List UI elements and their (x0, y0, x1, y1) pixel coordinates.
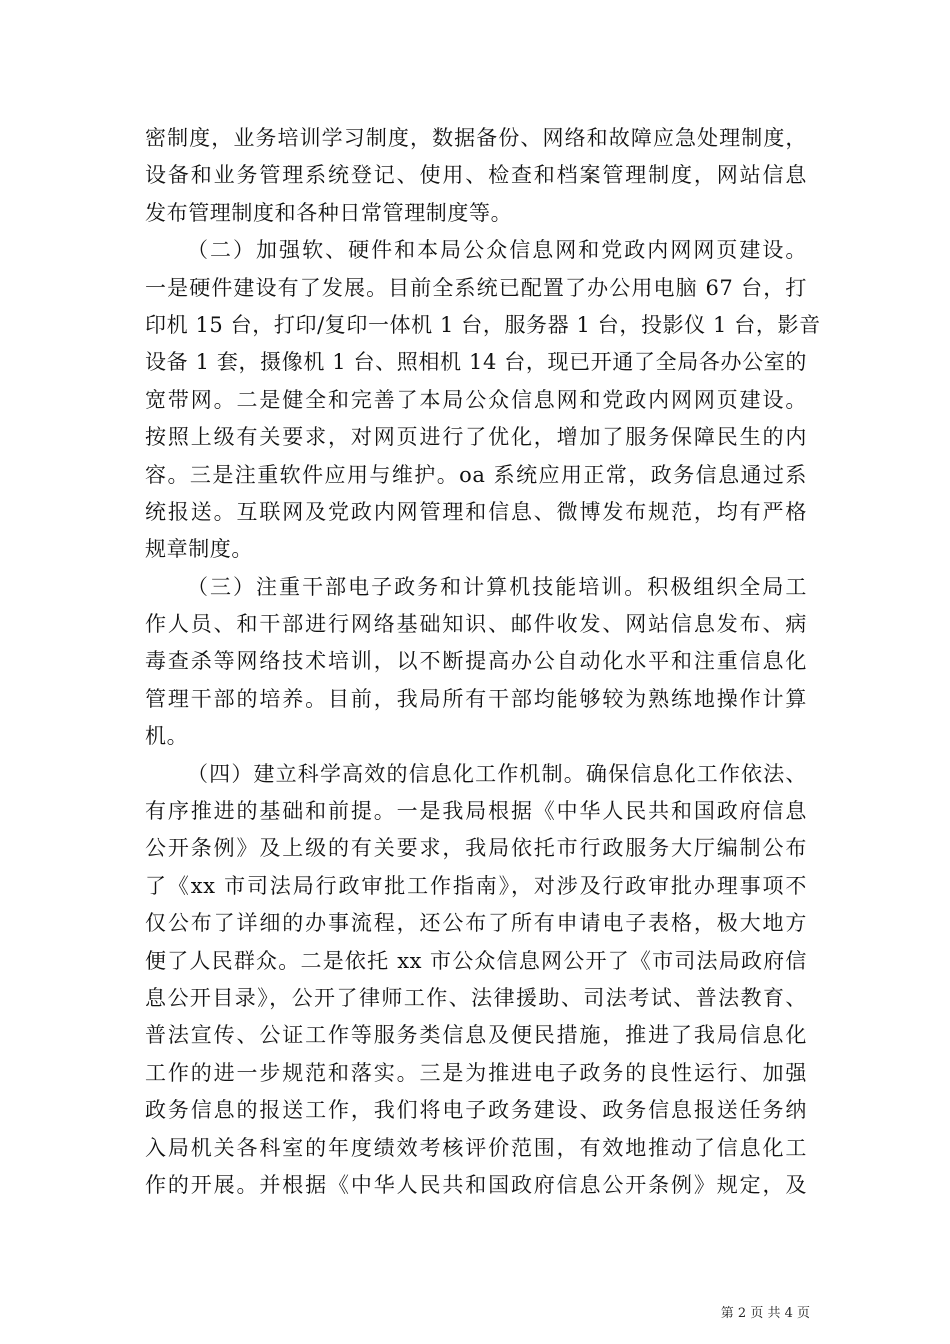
text-line: 设备 1 套，摄像机 1 台、照相机 14 台，现已开通了全局各办公室的 (145, 350, 807, 375)
text-line: 入局机关各科室的年度绩效考核评价范围，有效地推动了信息化工 (145, 1135, 807, 1160)
text-line: 作人员、和干部进行网络基础知识、邮件收发、网站信息发布、病 (145, 612, 807, 637)
text-line: 管理干部的培养。目前，我局所有干部均能够较为熟练地操作计算 (145, 686, 807, 711)
text-line: 容。三是注重软件应用与维护。oa 系统应用正常，政务信息通过系 (145, 462, 807, 487)
text-line: 息公开目录》，公开了律师工作、法律援助、司法考试、普法教育、 (145, 985, 807, 1010)
text-line: （三）注重干部电子政务和计算机技能培训。积极组织全局工 (187, 574, 807, 599)
text-line: 了《xx 市司法局行政审批工作指南》，对涉及行政审批办理事项不 (145, 873, 807, 898)
text-line: （四）建立科学高效的信息化工作机制。确保信息化工作依法、 (187, 761, 807, 786)
text-line: 作的开展。并根据《中华人民共和国政府信息公开条例》规定，及 (145, 1172, 807, 1197)
text-line: 宽带网。二是健全和完善了本局公众信息网和党政内网网页建设。 (145, 387, 807, 412)
text-line: 仅公布了详细的办事流程，还公布了所有申请电子表格，极大地方 (145, 911, 807, 936)
text-line: 公开条例》及上级的有关要求，我局依托市行政服务大厅编制公布 (145, 836, 807, 861)
text-line: （二）加强软、硬件和本局公众信息网和党政内网网页建设。 (187, 238, 807, 263)
page-number: 第 2 页 共 4 页 (720, 1306, 810, 1321)
text-line: 设备和业务管理系统登记、使用、检查和档案管理制度，网站信息 (145, 163, 807, 188)
text-line: 密制度，业务培训学习制度，数据备份、网络和故障应急处理制度， (145, 126, 807, 150)
text-line: 印机 15 台，打印/复印一体机 1 台，服务器 1 台，投影仪 1 台，影音 (145, 312, 821, 337)
paragraph (145, 232, 821, 569)
text-line: 一是硬件建设有了发展。目前全系统已配置了办公用电脑 67 台，打 (145, 275, 807, 300)
text-line: 按照上级有关要求，对网页进行了优化，增加了服务保障民生的内 (145, 425, 807, 450)
text-line: 统报送。互联网及党政内网管理和信息、微博发布规范，均有严格 (145, 499, 807, 524)
paragraph (145, 756, 807, 1205)
document-body (145, 120, 821, 1204)
text-line: 规章制度。 (145, 537, 253, 562)
text-line: 工作的进一步规范和落实。三是为推进电子政务的良性运行、加强 (145, 1060, 807, 1085)
paragraph (145, 569, 807, 756)
paragraph (145, 120, 807, 232)
text-line: 毒查杀等网络技术培训，以不断提高办公自动化水平和注重信息化 (145, 649, 807, 674)
text-line: 有序推进的基础和前提。一是我局根据《中华人民共和国政府信息 (145, 799, 807, 824)
text-line: 普法宣传、公证工作等服务类信息及便民措施，推进了我局信息化 (145, 1023, 807, 1048)
text-line: 政务信息的报送工作，我们将电子政务建设、政务信息报送任务纳 (145, 1098, 807, 1123)
text-line: 便了人民群众。二是依托 xx 市公众信息网公开了《市司法局政府信 (145, 948, 807, 973)
text-line: 发布管理制度和各种日常管理制度等。 (145, 200, 513, 225)
text-line: 机。 (145, 724, 189, 749)
